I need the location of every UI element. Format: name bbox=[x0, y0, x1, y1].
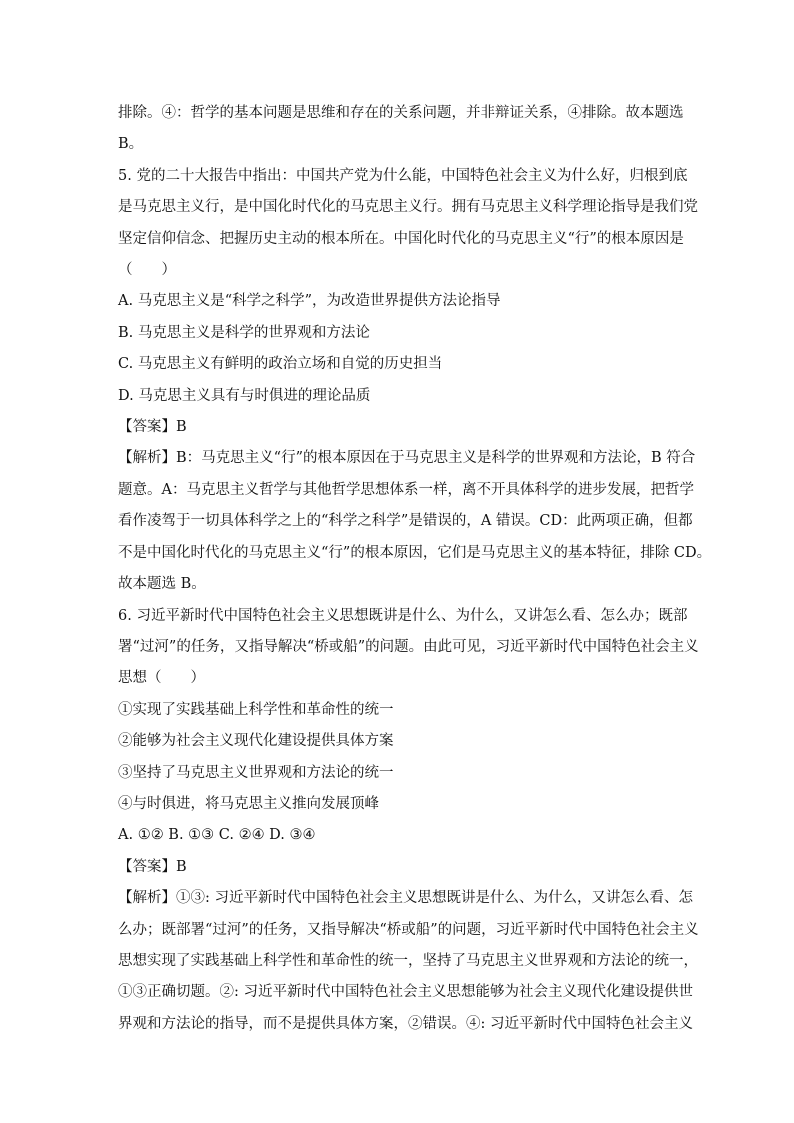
text-line: D. 马克思主义具有与时俱进的理论品质 bbox=[118, 387, 371, 404]
text-line: ④与时俱进，将马克思主义推向发展顶峰 bbox=[118, 795, 379, 812]
text-line: C. 马克思主义有鲜明的政治立场和自觉的历史担当 bbox=[118, 356, 443, 373]
text-line: A. 马克思主义是“科学之科学”，为改造世界提供方法论指导 bbox=[118, 293, 501, 310]
text-line: 思想（ ） bbox=[118, 670, 205, 687]
text-line: 【答案】B bbox=[118, 419, 187, 436]
text-line: ③坚持了马克思主义世界观和方法论的统一 bbox=[118, 764, 394, 781]
text-line: 界观和方法论的指导，而不是提供具体方案，②错误。④: 习近平新时代中国特色社会主义 bbox=[118, 1015, 693, 1032]
text-line: ①③正确切题。②: 习近平新时代中国特色社会主义思想能够为社会主义现代化建设提供世 bbox=[118, 984, 693, 1001]
text-line: 【答案】B bbox=[118, 858, 187, 875]
text-line: 署“过河”的任务，又指导解决“桥或船”的问题。由此可见，习近平新时代中国特色社会主义 bbox=[118, 638, 699, 655]
text-line: 故本题选 B。 bbox=[118, 576, 206, 593]
text-line: 5. 党的二十大报告中指出：中国共产党为什么能，中国特色社会主义为什么好，归根到底 bbox=[118, 167, 688, 184]
text-line: （ ） bbox=[118, 262, 176, 279]
text-line: 不是中国化时代化的马克思主义“行”的根本原因，它们是马克思主义的基本特征，排除 CD。 bbox=[118, 544, 712, 561]
text-line: 题意。A：马克思主义哲学与其他哲学思想体系一样，离不开具体科学的进步发展，把哲学 bbox=[118, 481, 694, 498]
text-line: 【解析】B：马克思主义“行”的根本原因在于马克思主义是科学的世界观和方法论，B 符合 bbox=[118, 450, 696, 467]
text-line: A. ①② B. ①③ C. ②④ D. ③④ bbox=[118, 827, 316, 844]
text-line: 【解析】①③: 习近平新时代中国特色社会主义思想既讲是什么、为什么，又讲怎么看、怎 bbox=[118, 890, 693, 907]
text-line: ①实现了实践基础上科学性和革命性的统一 bbox=[118, 701, 394, 718]
text-line: 么办；既部署“过河”的任务，又指导解决“桥或船”的问题，习近平新时代中国特色社会主义 bbox=[118, 921, 699, 938]
text-line: 是马克思主义行，是中国化时代化的马克思主义行。拥有马克思主义科学理论指导是我们党 bbox=[118, 199, 698, 216]
document-body bbox=[118, 98, 712, 1040]
text-line: ②能够为社会主义现代化建设提供具体方案 bbox=[118, 733, 394, 750]
text-line: 看作凌驾于一切具体科学之上的“科学之科学”是错误的，A 错误。CD：此两项正确，但都 bbox=[118, 513, 693, 530]
text-line: 排除。④：哲学的基本问题是思维和存在的关系问题，并非辩证关系，④排除。故本题选 bbox=[118, 105, 684, 121]
text-line: B。 bbox=[118, 136, 144, 153]
text-line: B. 马克思主义是科学的世界观和方法论 bbox=[118, 324, 370, 341]
text-line: 坚定信仰信念、把握历史主动的根本所在。中国化时代化的马克思主义“行”的根本原因是 bbox=[118, 230, 684, 247]
text-line: 6. 习近平新时代中国特色社会主义思想既讲是什么、为什么，又讲怎么看、怎么办；既部 bbox=[118, 607, 688, 624]
text-line: 思想实现了实践基础上科学性和革命性的统一，坚持了马克思主义世界观和方法论的统一， bbox=[118, 952, 698, 969]
